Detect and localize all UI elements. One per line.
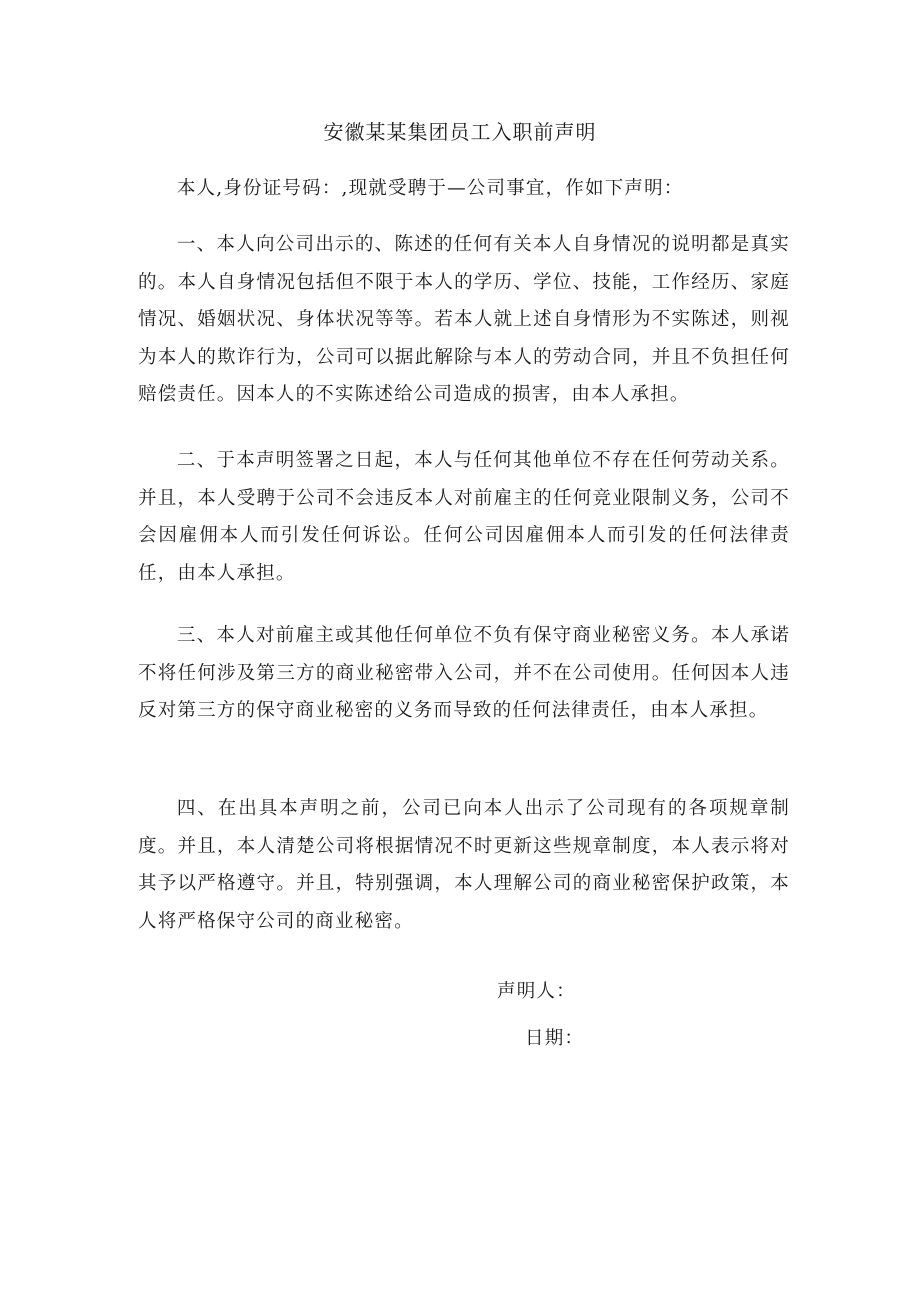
clause-paragraph-2: 二、于本声明签署之日起，本人与任何其他单位不存在任何劳动关系。并且，本人受聘于公司不会违反本人对前雇主的任何竞业限制义务，公司不会因雇佣本人而引发任何诉讼。任何公司因雇佣本人而引发的任何法律责任，由本人承担。 [138, 450, 790, 584]
document-title: 安徽某某集团员工入职前声明 [323, 120, 597, 144]
declarant-label: 声明人： [497, 981, 576, 1002]
clause-paragraph-3: 三、本人对前雇主或其他任何单位不负有保守商业秘密义务。本人承诺不将任何涉及第三方的商业秘密带入公司，并不在公司使用。任何因本人违反对第三方的保守商业秘密的义务而导致的任何法律责任，由本人承担。 [138, 625, 790, 721]
date-label: 日期： [525, 1028, 585, 1049]
clause-paragraph-1: 一、本人向公司出示的、陈述的任何有关本人自身情况的说明都是真实的。本人自身情况包括但不限于本人的学历、学位、技能，工作经历、家庭情况、婚姻状况、身体状况等等。若本人就上述自身情形为不实陈述，则视为本人的欺诈行为，公司可以据此解除与本人的劳动合同，并且不负担任何赔偿责任。因本人的不实陈述给公司造成的损害，由本人承担。 [138, 234, 790, 405]
clause-paragraph-4: 四、在出具本声明之前，公司已向本人出示了公司现有的各项规章制度。并且，本人清楚公司将根据情况不时更新这些规章制度，本人表示将对其予以严格遵守。并且，特别强调，本人理解公司的商业秘密保护政策，本人将严格保守公司的商业秘密。 [138, 798, 790, 932]
intro-paragraph: 本人,身份证号码：,现就受聘于—公司事宜，作如下声明： [176, 178, 684, 199]
